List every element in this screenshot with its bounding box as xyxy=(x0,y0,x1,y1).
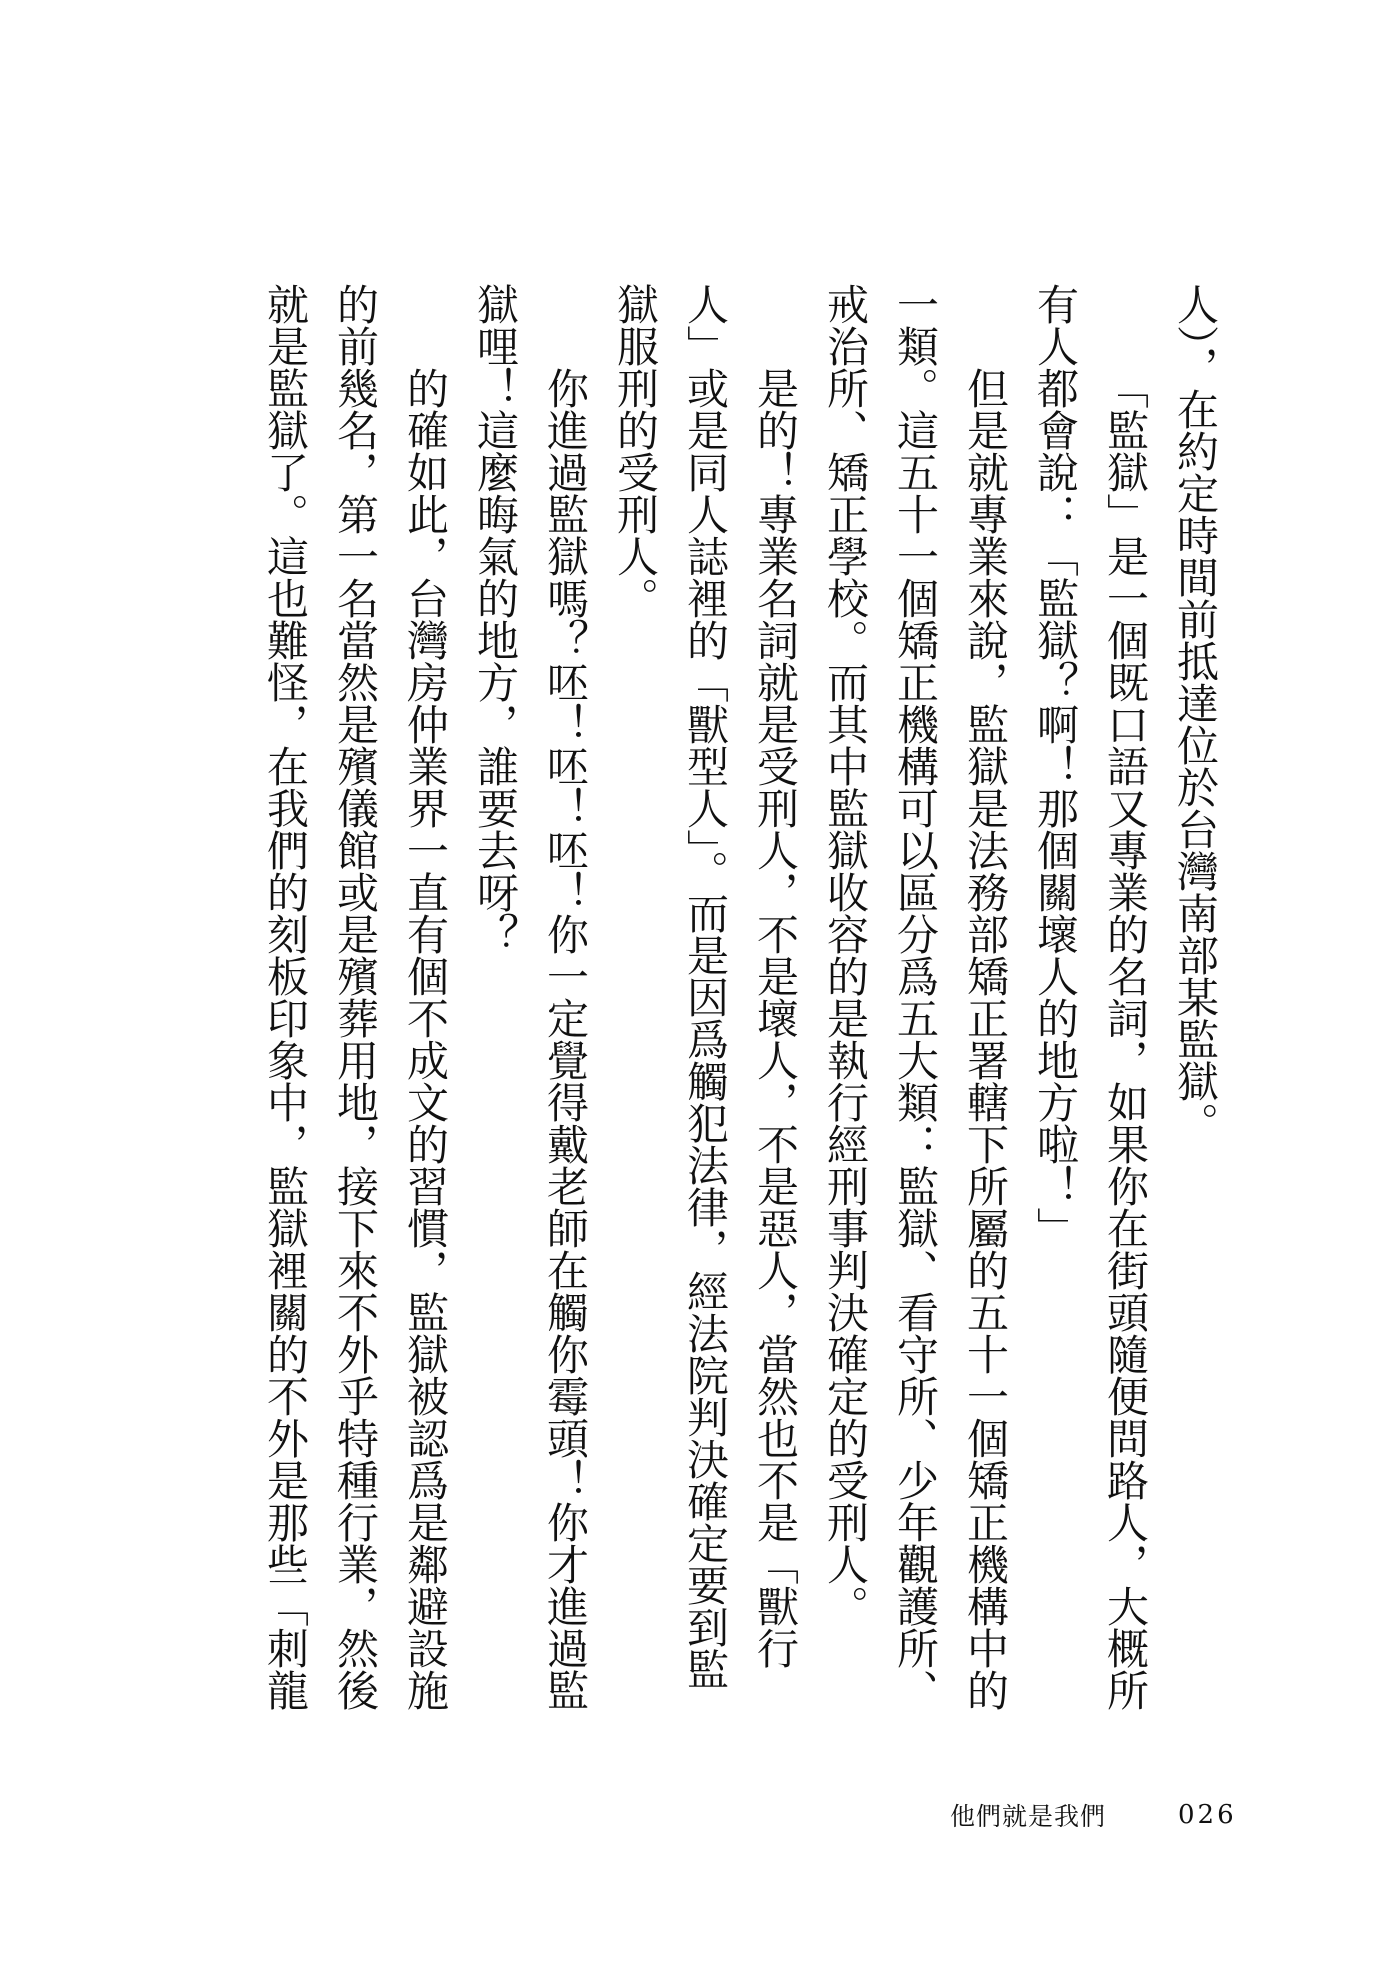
text-column: 的確如此，台灣房仲業界一直有個不成文的習慣，監獄被認爲是鄰避設施 xyxy=(401,367,450,1711)
page-number: 026 xyxy=(1178,1800,1237,1830)
text-column: 人」或是同人誌裡的「獸型人」。而是因爲觸犯法律，經法院判決確定要到監 xyxy=(681,283,730,1690)
running-title: 他們就是我們 xyxy=(950,1802,1107,1831)
text-column: 是的！專業名詞就是受刑人，不是壞人，不是惡人，當然也不是「獸行 xyxy=(751,367,800,1669)
text-column: 就是監獄了。這也難怪，在我們的刻板印象中，監獄裡關的不外是那些「刺龍 xyxy=(261,283,310,1711)
text-column: 你進過監獄嗎？呸！呸！呸！你一定覺得戴老師在觸你霉頭！你才進過監 xyxy=(541,367,590,1711)
text-column: 但是就專業來說，監獄是法務部矯正署轄下所屬的五十一個矯正機構中的 xyxy=(961,367,1010,1711)
text-column: 一類。這五十一個矯正機構可以區分爲五大類：監獄、看守所、少年觀護所、 xyxy=(891,283,940,1711)
text-column: 「監獄」是一個既口語又專業的名詞，如果你在街頭隨便問路人，大概所 xyxy=(1101,367,1150,1711)
text-column: 戒治所、矯正學校。而其中監獄收容的是執行經刑事判決確定的受刑人。 xyxy=(821,283,870,1627)
text-column: 有人都會說：「監獄？啊！那個關壞人的地方啦！」 xyxy=(1031,283,1080,1249)
vertical-text-body xyxy=(250,283,1230,1711)
text-column: 的前幾名，第一名當然是殯儀館或是殯葬用地，接下來不外乎特種行業，然後 xyxy=(331,283,380,1711)
page-footer xyxy=(950,1795,1250,1835)
text-column: 獄哩！這麼晦氣的地方，誰要去呀？ xyxy=(471,283,520,955)
text-column: 人），在約定時間前抵達位於台灣南部某監獄。 xyxy=(1171,283,1220,1144)
text-column: 獄服刑的受刑人。 xyxy=(611,283,660,619)
